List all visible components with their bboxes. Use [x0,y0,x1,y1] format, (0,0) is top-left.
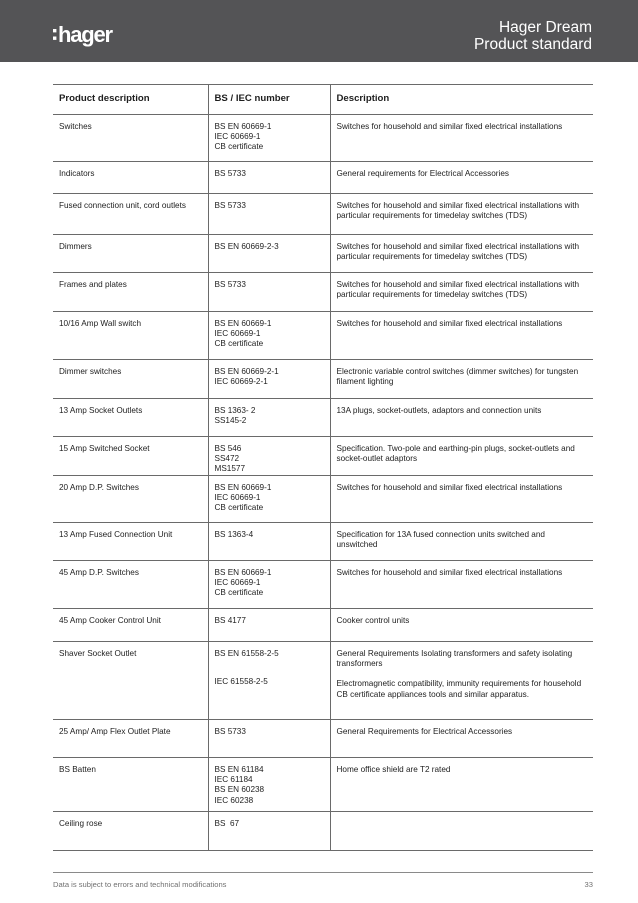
standard-number: BS EN 61184 [214,765,264,774]
page-number: 33 [584,880,593,889]
standard-number-cell [208,312,330,360]
table-row [53,312,593,360]
product-name-cell [53,194,208,235]
product-name-cell [53,561,208,609]
table-row [53,437,593,476]
description-cell [330,437,593,476]
standard-number: BS EN 60669-1 [214,568,272,577]
standard-number: SS472 [214,454,240,464]
table-row [53,235,593,273]
standard-number: BS 5733 [214,727,246,736]
description-cell [330,399,593,437]
description-text: Switches for household and similar fixed electrical installations [336,483,563,492]
product-name: 45 Amp D.P. Switches [59,568,139,577]
description-cell [330,642,593,720]
product-name: Dimmers [59,242,92,251]
product-name: 15 Amp Switched Socket [59,444,150,453]
description-cell [330,312,593,360]
table-row [53,399,593,437]
standard-number: BS 67 [214,819,240,828]
standard-number: CB certificate [214,142,264,152]
description-text: Switches for household and similar fixed electrical installations [336,319,563,328]
standard-number-cell [208,812,330,851]
standard-number: IEC 60669-1 [214,578,261,588]
product-name: Fused connection unit, cord outlets [59,201,186,210]
svg-text:hager: hager [58,22,112,47]
description-text: General Requirements Isolating transformers and safety isolating transformers [336,649,573,669]
product-name-cell [53,273,208,312]
document-title-line1: Hager Dream [498,19,592,36]
table-row [53,162,593,194]
standard-number: BS 546 [214,444,242,453]
description-text: 13A plugs, socket-outlets, adaptors and connection units [336,406,542,415]
standard-number: MS1577 [214,464,245,474]
page-header [0,0,638,62]
standard-number: CB certificate [214,588,264,598]
standard-number-cell [208,194,330,235]
standard-number-cell [208,162,330,194]
product-name-cell [53,812,208,851]
column-header-product: Product description [53,85,208,115]
product-name-cell [53,399,208,437]
standard-number-cell [208,476,330,523]
product-name: Indicators [59,169,95,178]
standard-number: BS 1363- 2 [214,406,256,415]
product-name-cell [53,609,208,642]
product-name-cell [53,476,208,523]
product-name: Shaver Socket Outlet [59,649,137,658]
description-text: Switches for household and similar fixed electrical installations with particular requirements for timedelay switches (TDS) [336,280,580,300]
product-name-cell [53,312,208,360]
footer-disclaimer: Data is subject to errors and technical modifications [53,880,227,889]
description-cell [330,720,593,758]
description-cell [330,523,593,561]
standard-number: BS EN 60669-2-3 [214,242,279,251]
description-text: General Requirements for Electrical Accessories [336,727,513,736]
product-name-cell [53,235,208,273]
description-cell [330,812,593,851]
description-text: General requirements for Electrical Accessories [336,169,509,178]
standard-number: BS 5733 [214,169,246,178]
standard-number: IEC 61184 [214,775,253,785]
standard-number-cell [208,642,330,720]
table-row [53,758,593,812]
standard-number-cell [208,523,330,561]
standard-number: IEC 61558-2-5 [214,677,268,687]
product-name-cell [53,360,208,399]
standard-number: BS 1363-4 [214,530,254,539]
description-text: Electromagnetic compatibility, immunity requirements for household CB certificate appliances tools and similar apparatus. [336,679,582,699]
product-name-cell [53,642,208,720]
standard-number: CB certificate [214,339,264,349]
standard-number: SS145-2 [214,416,247,426]
table-row [53,720,593,758]
description-text: Specification. Two-pole and earthing-pin plugs, socket-outlets and socket-outlet adaptors [336,444,575,464]
standard-number: BS 5733 [214,201,246,210]
product-name: BS Batten [59,765,96,774]
standard-number: IEC 60238 [214,795,254,805]
product-name-cell [53,523,208,561]
table-row [53,812,593,851]
standard-number-cell [208,399,330,437]
description-cell [330,609,593,642]
product-name: 13 Amp Fused Connection Unit [59,530,173,539]
standard-number: BS EN 60669-1 [214,122,272,131]
table-header-row [53,85,593,115]
table-row [53,194,593,235]
table-row [53,609,593,642]
product-name: Dimmer switches [59,367,122,376]
description-cell [330,115,593,162]
standard-number: IEC 60669-1 [214,493,261,503]
product-name: 25 Amp/ Amp Flex Outlet Plate [59,727,171,736]
product-name: Ceiling rose [59,819,103,828]
description-cell [330,235,593,273]
description-cell [330,273,593,312]
column-header-standard: BS / IEC number [208,85,330,115]
product-name: Switches [59,122,92,131]
product-name-cell [53,720,208,758]
hager-logo [53,21,125,51]
standard-number: IEC 60669-1 [214,329,261,339]
table-row [53,561,593,609]
table-row [53,476,593,523]
description-text: Electronic variable control switches (dimmer switches) for tungsten filament lighting [336,367,579,387]
table-row [53,642,593,720]
table-body [53,115,593,851]
product-name-cell [53,115,208,162]
standard-number-cell [208,235,330,273]
description-cell [330,561,593,609]
description-cell [330,162,593,194]
footer-divider [53,872,593,873]
standard-number-cell [208,273,330,312]
product-name: Frames and plates [59,280,127,289]
document-title [474,19,592,53]
description-text: Cooker control units [336,616,410,625]
table-row [53,115,593,162]
description-cell [330,758,593,812]
standard-number-cell [208,720,330,758]
standard-number: BS 4177 [214,616,246,625]
product-name: 13 Amp Socket Outlets [59,406,143,415]
table-row [53,273,593,312]
standard-number: BS EN 60669-1 [214,319,272,328]
product-name-cell [53,758,208,812]
standard-number: BS EN 60669-2-1 [214,367,279,376]
table-row [53,523,593,561]
description-text: Switches for household and similar fixed electrical installations with particular requirements for timedelay switches (TDS) [336,201,580,221]
standard-number-cell [208,561,330,609]
standard-number: CB certificate [214,503,264,513]
hager-logo-mark [53,21,125,51]
product-name: 45 Amp Cooker Control Unit [59,616,161,625]
product-name-cell [53,437,208,476]
standard-number: BS 5733 [214,280,246,289]
standard-number: IEC 60669-1 [214,132,261,142]
product-name: 10/16 Amp Wall switch [59,319,142,328]
description-cell [330,360,593,399]
description-text: Specification for 13A fused connection units switched and unswitched [336,530,545,550]
product-name: 20 Amp D.P. Switches [59,483,139,492]
description-text: Switches for household and similar fixed electrical installations with particular requirements for timedelay switches (TDS) [336,242,580,262]
description-text: Switches for household and similar fixed electrical installations [336,122,563,131]
column-header-description: Description [330,85,593,115]
description-text: Home office shield are T2 rated [336,765,451,774]
table-row [53,360,593,399]
standard-number: BS EN 60669-1 [214,483,272,492]
product-standards-table [53,84,593,851]
description-text: Switches for household and similar fixed electrical installations [336,568,563,577]
document-title-line2: Product standard [473,36,592,53]
standard-number: IEC 60669-2-1 [214,377,268,387]
standard-number [215,659,324,677]
description-cell [330,194,593,235]
standard-number-cell [208,609,330,642]
standard-number: BS EN 61558-2-5 [214,649,279,658]
standard-number: BS EN 60238 [214,785,265,795]
standard-number-cell [208,437,330,476]
description-cell [330,476,593,523]
standard-number-cell [208,115,330,162]
standard-number-cell [208,360,330,399]
standard-number-cell [208,758,330,812]
product-name-cell [53,162,208,194]
